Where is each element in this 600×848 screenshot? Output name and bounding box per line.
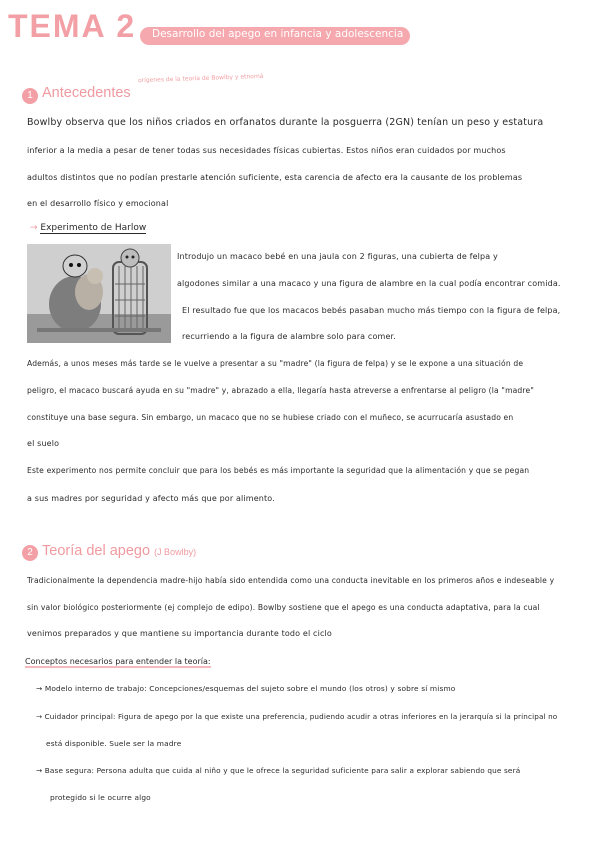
section-1-title: Antecedentes (42, 85, 131, 101)
page-subtitle: Desarrollo del apego en infancia y adolescencia (152, 28, 404, 40)
s1-p1-line1: Bowlby observa que los niños criados en orfanatos durante la posguerra (2GN) tenían un peso y estatura (27, 117, 544, 128)
section-2-title-text: Teoría del apego (42, 543, 151, 559)
concept-2-line2: está disponible. Suele ser la madre (46, 739, 182, 748)
harlow-text-line1: Introdujo un macaco bebé en una jaula con 2 figuras, una cubierta de felpa y (177, 252, 498, 261)
s2-p-line2: sin valor biológico posteriormente (ej complejo de edipo). Bowlby sostiene que el apego es una conducta adaptativa, para la cual (27, 603, 540, 612)
concept-2-line1: → Cuidador principal: Figura de apego por la que existe una preferencia, pudiendo acudir a otras inferiores en la jerarquía si la principal no (36, 712, 558, 721)
s2-p-line3: venimos preparados y que mantiene su importancia durante todo el ciclo (27, 629, 332, 638)
s1-p2-line3: constituye una base segura. Sin embargo, un macaco que no se hubiese criado con el muñeco, se acurrucaría asustado en (27, 413, 514, 422)
harlow-heading (30, 223, 146, 233)
page-title: TEMA 2 (8, 8, 137, 44)
harlow-experiment-photo (27, 244, 171, 343)
section-1-badge: 1 (22, 88, 38, 104)
harlow-text-line3: El resultado fue que los macacos bebés pasaban mucho más tiempo con la figura de felpa, (182, 306, 561, 315)
harlow-heading-label: Experimento de Harlow (40, 223, 147, 233)
concept-3-line1: → Base segura: Persona adulta que cuida al niño y que le ofrece la seguridad suficiente para salir a explorar sabiendo que será (36, 766, 521, 775)
concept-3-line2: protegido si le ocurre algo (50, 793, 151, 802)
s1-p2-line5: Este experimento nos permite concluir que para los bebés es más importante la seguridad que la alimentación y que se pegan (27, 466, 530, 475)
section-2-badge: 2 (22, 545, 38, 561)
s2-p-line1: Tradicionalmente la dependencia madre-hijo había sido entendida como una conducta inevitable en los primeros años e indeseable y (27, 576, 555, 585)
section-2-title (42, 543, 196, 559)
s1-p1-line2: inferior a la media a pesar de tener todas sus necesidades físicas cubiertas. Estos niños eran cuidados por muchos (27, 146, 506, 155)
s1-p1-line4: en el desarrollo físico y emocional (27, 199, 169, 208)
s1-p2-line1: Además, a unos meses más tarde se le vuelve a presentar a su "madre" (la figura de felpa) y se le expone a una situación de (27, 359, 524, 368)
arrow-right-icon: → (30, 223, 41, 233)
section-2-title-suffix: (J Bowlby) (154, 547, 197, 557)
s1-p2-line4: el suelo (27, 439, 60, 448)
harlow-text-line2: algodones similar a una macaco y una figura de alambre en la cual podía encontrar comida. (177, 279, 561, 288)
s1-p1-line3: adultos distintos que no podían prestarle atención suficiente, esta carencia de afecto era la causante de los problemas (27, 173, 523, 182)
s1-p2-line2: peligro, el macaco buscará ayuda en su "madre" y, abrazado a ella, llegaría hasta atreverse a enfrentarse al peligro (la "madre" (27, 386, 534, 395)
margin-note: orígenes de la teoría de Bowlby y etnomá (137, 72, 264, 85)
s1-p2-line6: a sus madres por seguridad y afecto más que por alimento. (27, 494, 275, 503)
concepts-heading: Conceptos necesarios para entender la teoría: (25, 657, 211, 666)
concept-1: → Modelo interno de trabajo: Concepciones/esquemas del sujeto sobre el mundo (los otros) y sobre sí mismo (36, 684, 456, 693)
harlow-text-line4: recurriendo a la figura de alambre solo para comer. (182, 332, 396, 341)
